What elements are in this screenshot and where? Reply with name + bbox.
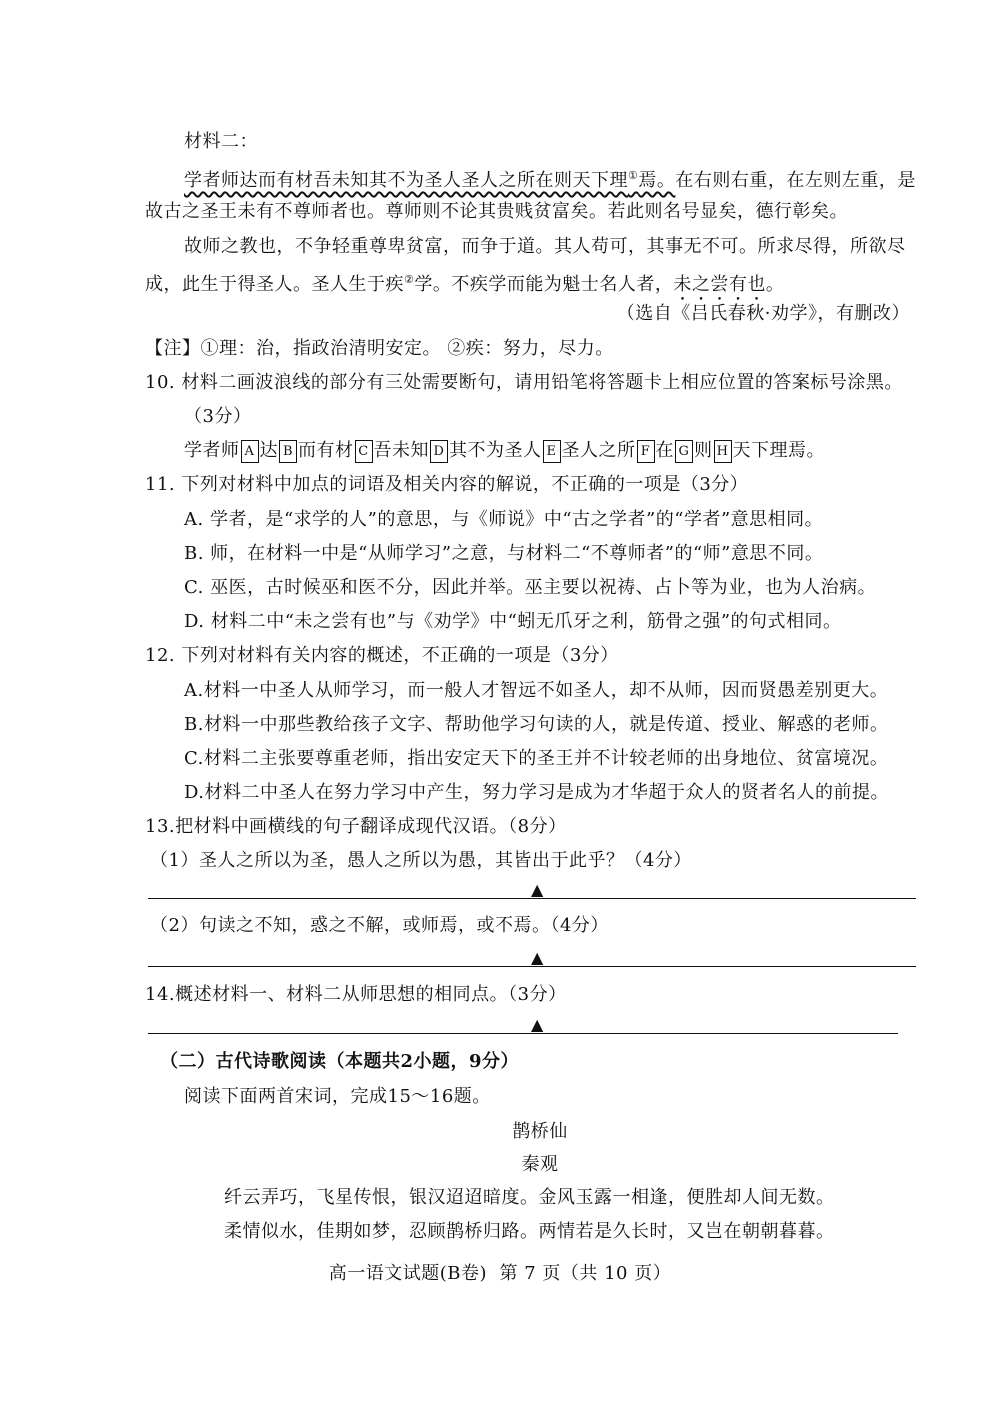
answer-line-q13-2[interactable] (148, 966, 916, 967)
segment-text: 则 (694, 440, 713, 461)
answer-box-h[interactable]: H (714, 440, 732, 463)
segment-text: 天下理焉。 (732, 440, 825, 461)
q12-stem: 12. 下列对材料有关内容的概述，不正确的一项是（3分） (145, 645, 619, 666)
answer-marker-icon: ▲ (531, 948, 544, 967)
material-heading: 材料二： (184, 131, 258, 152)
q12-option-b: B.材料一中那些教给孩子文字、帮助他学习句读的人，就是传道、授业、解惑的老师。 (184, 714, 889, 735)
q11-option-b: B. 师，在材料一中是“从师学习”之意，与材料二“不尊师者”的“师”意思不同。 (184, 543, 824, 564)
material2-paragraph1-line2: 故古之圣王未有不尊师者也。尊师则不论其贵贱贫富矣。若此则名号显矣，德行彰矣。 (145, 201, 848, 222)
material2-paragraph2-line1: 故师之教也，不争轻重尊卑贫富，而争于道。其人苟可，其事无不可。所求尽得，所欲尽 (184, 236, 906, 257)
wavy-text: 学者师达而有材吾未知其不为圣人圣人之所在则天下理 (184, 170, 628, 191)
q11-option-c: C. 巫医，古时候巫和医不分，因此并举。巫主要以祝祷、占卜等为业，也为人治病。 (184, 577, 877, 598)
answer-box-c[interactable]: C (355, 440, 373, 463)
q14-stem: 14.概述材料一、材料二从师思想的相同点。（3分） (145, 984, 567, 1005)
segment-text: 达 (259, 440, 278, 461)
segment-text: 吾未知 (373, 440, 429, 461)
source-citation: （选自《吕氏春秋·劝学》，有删改） (616, 303, 910, 324)
answer-box-f[interactable]: F (637, 440, 655, 463)
answer-box-g[interactable]: G (675, 440, 693, 463)
material2-paragraph1-line1 (184, 164, 916, 193)
answer-box-e[interactable]: E (543, 440, 561, 463)
poem-line-1: 纤云弄巧，飞星传恨，银汉迢迢暗度。金风玉露一相逢，便胜却人间无数。 (224, 1187, 835, 1208)
q10-score: （3分） (184, 406, 252, 427)
segment-text: 学者师 (184, 440, 240, 461)
answer-line-q14[interactable] (148, 1033, 898, 1034)
poem-title: 鹊桥仙 (512, 1121, 568, 1142)
q13-stem: 13.把材料中画横线的句子翻译成现代汉语。（8分） (145, 816, 567, 837)
q10-stem: 10. 材料二画波浪线的部分有三处需要断句，请用铅笔将答题卡上相应位置的答案标号涂黑。 (145, 372, 903, 393)
q12-option-c: C.材料二主张要尊重老师，指出安定天下的圣王并不计较老师的出身地位、贫富境况。 (184, 748, 889, 769)
answer-box-a[interactable]: A (241, 440, 259, 463)
segment-text: 在 (655, 440, 674, 461)
q12-option-a: A.材料一中圣人从师学习，而一般人才智远不如圣人，却不从师，因而贤愚差别更大。 (184, 680, 889, 701)
q12-option-d: D.材料二中圣人在努力学习中产生，努力学习是成为才华超于众人的贤者名人的前提。 (184, 782, 890, 803)
answer-marker-icon: ▲ (531, 1015, 544, 1034)
material2-paragraph2-line2 (145, 268, 784, 305)
wavy-underlined-text (184, 170, 675, 191)
q11-stem: 11. 下列对材料中加点的词语及相关内容的解说，不正确的一项是（3分） (145, 474, 749, 495)
notes: 【注】①理：治，指政治清明安定。 ②疾：努力，尽力。 (145, 338, 614, 359)
answer-box-d[interactable]: D (430, 440, 448, 463)
section-intro: 阅读下面两首宋词，完成15～16题。 (184, 1086, 491, 1107)
footnote-mark: ② (404, 273, 415, 286)
q13-sub1: （1）圣人之所以为圣，愚人之所以为愚，其皆出于此乎？（4分） (150, 850, 692, 871)
page-footer: 高一语文试题(B卷) 第 7 页（共 10 页） (328, 1263, 672, 1284)
q10-segment-row (184, 439, 825, 463)
footnote-mark: ① (628, 169, 639, 182)
answer-marker-icon: ▲ (531, 880, 544, 899)
segment-text: 而有材 (298, 440, 354, 461)
wavy-text-end: 焉。 (638, 170, 676, 191)
text-end: 。 (765, 274, 785, 295)
q13-sub2: （2）句读之不知，惑之不解，或师焉，或不焉。（4分） (150, 915, 609, 936)
text-part: 成，此生于得圣人。圣人生于疾 (145, 274, 404, 295)
q11-option-d: D. 材料二中“未之尝有也”与《劝学》中“蚓无爪牙之利，筋骨之强”的句式相同。 (184, 611, 842, 632)
q11-option-a: A. 学者，是“求学的人”的意思，与《师说》中“古之学者”的“学者”意思相同。 (184, 509, 824, 530)
text-rest: 在右则右重，在左则左重，是 (675, 170, 916, 191)
answer-line-q13-1[interactable] (148, 898, 916, 899)
segment-text: 其不为圣人 (449, 440, 542, 461)
section-heading: （二）古代诗歌阅读（本题共2小题，9分） (160, 1051, 520, 1072)
poem-author: 秦观 (521, 1154, 559, 1175)
answer-box-b[interactable]: B (279, 440, 297, 463)
dotted-text: 未之尝有也 (673, 274, 766, 295)
segment-text: 圣人之所 (561, 440, 636, 461)
text-part: 学。不疾学而能为魁士名人者， (414, 274, 674, 295)
poem-line-2: 柔情似水，佳期如梦，忍顾鹊桥归路。两情若是久长时，又岂在朝朝暮暮。 (224, 1221, 835, 1242)
